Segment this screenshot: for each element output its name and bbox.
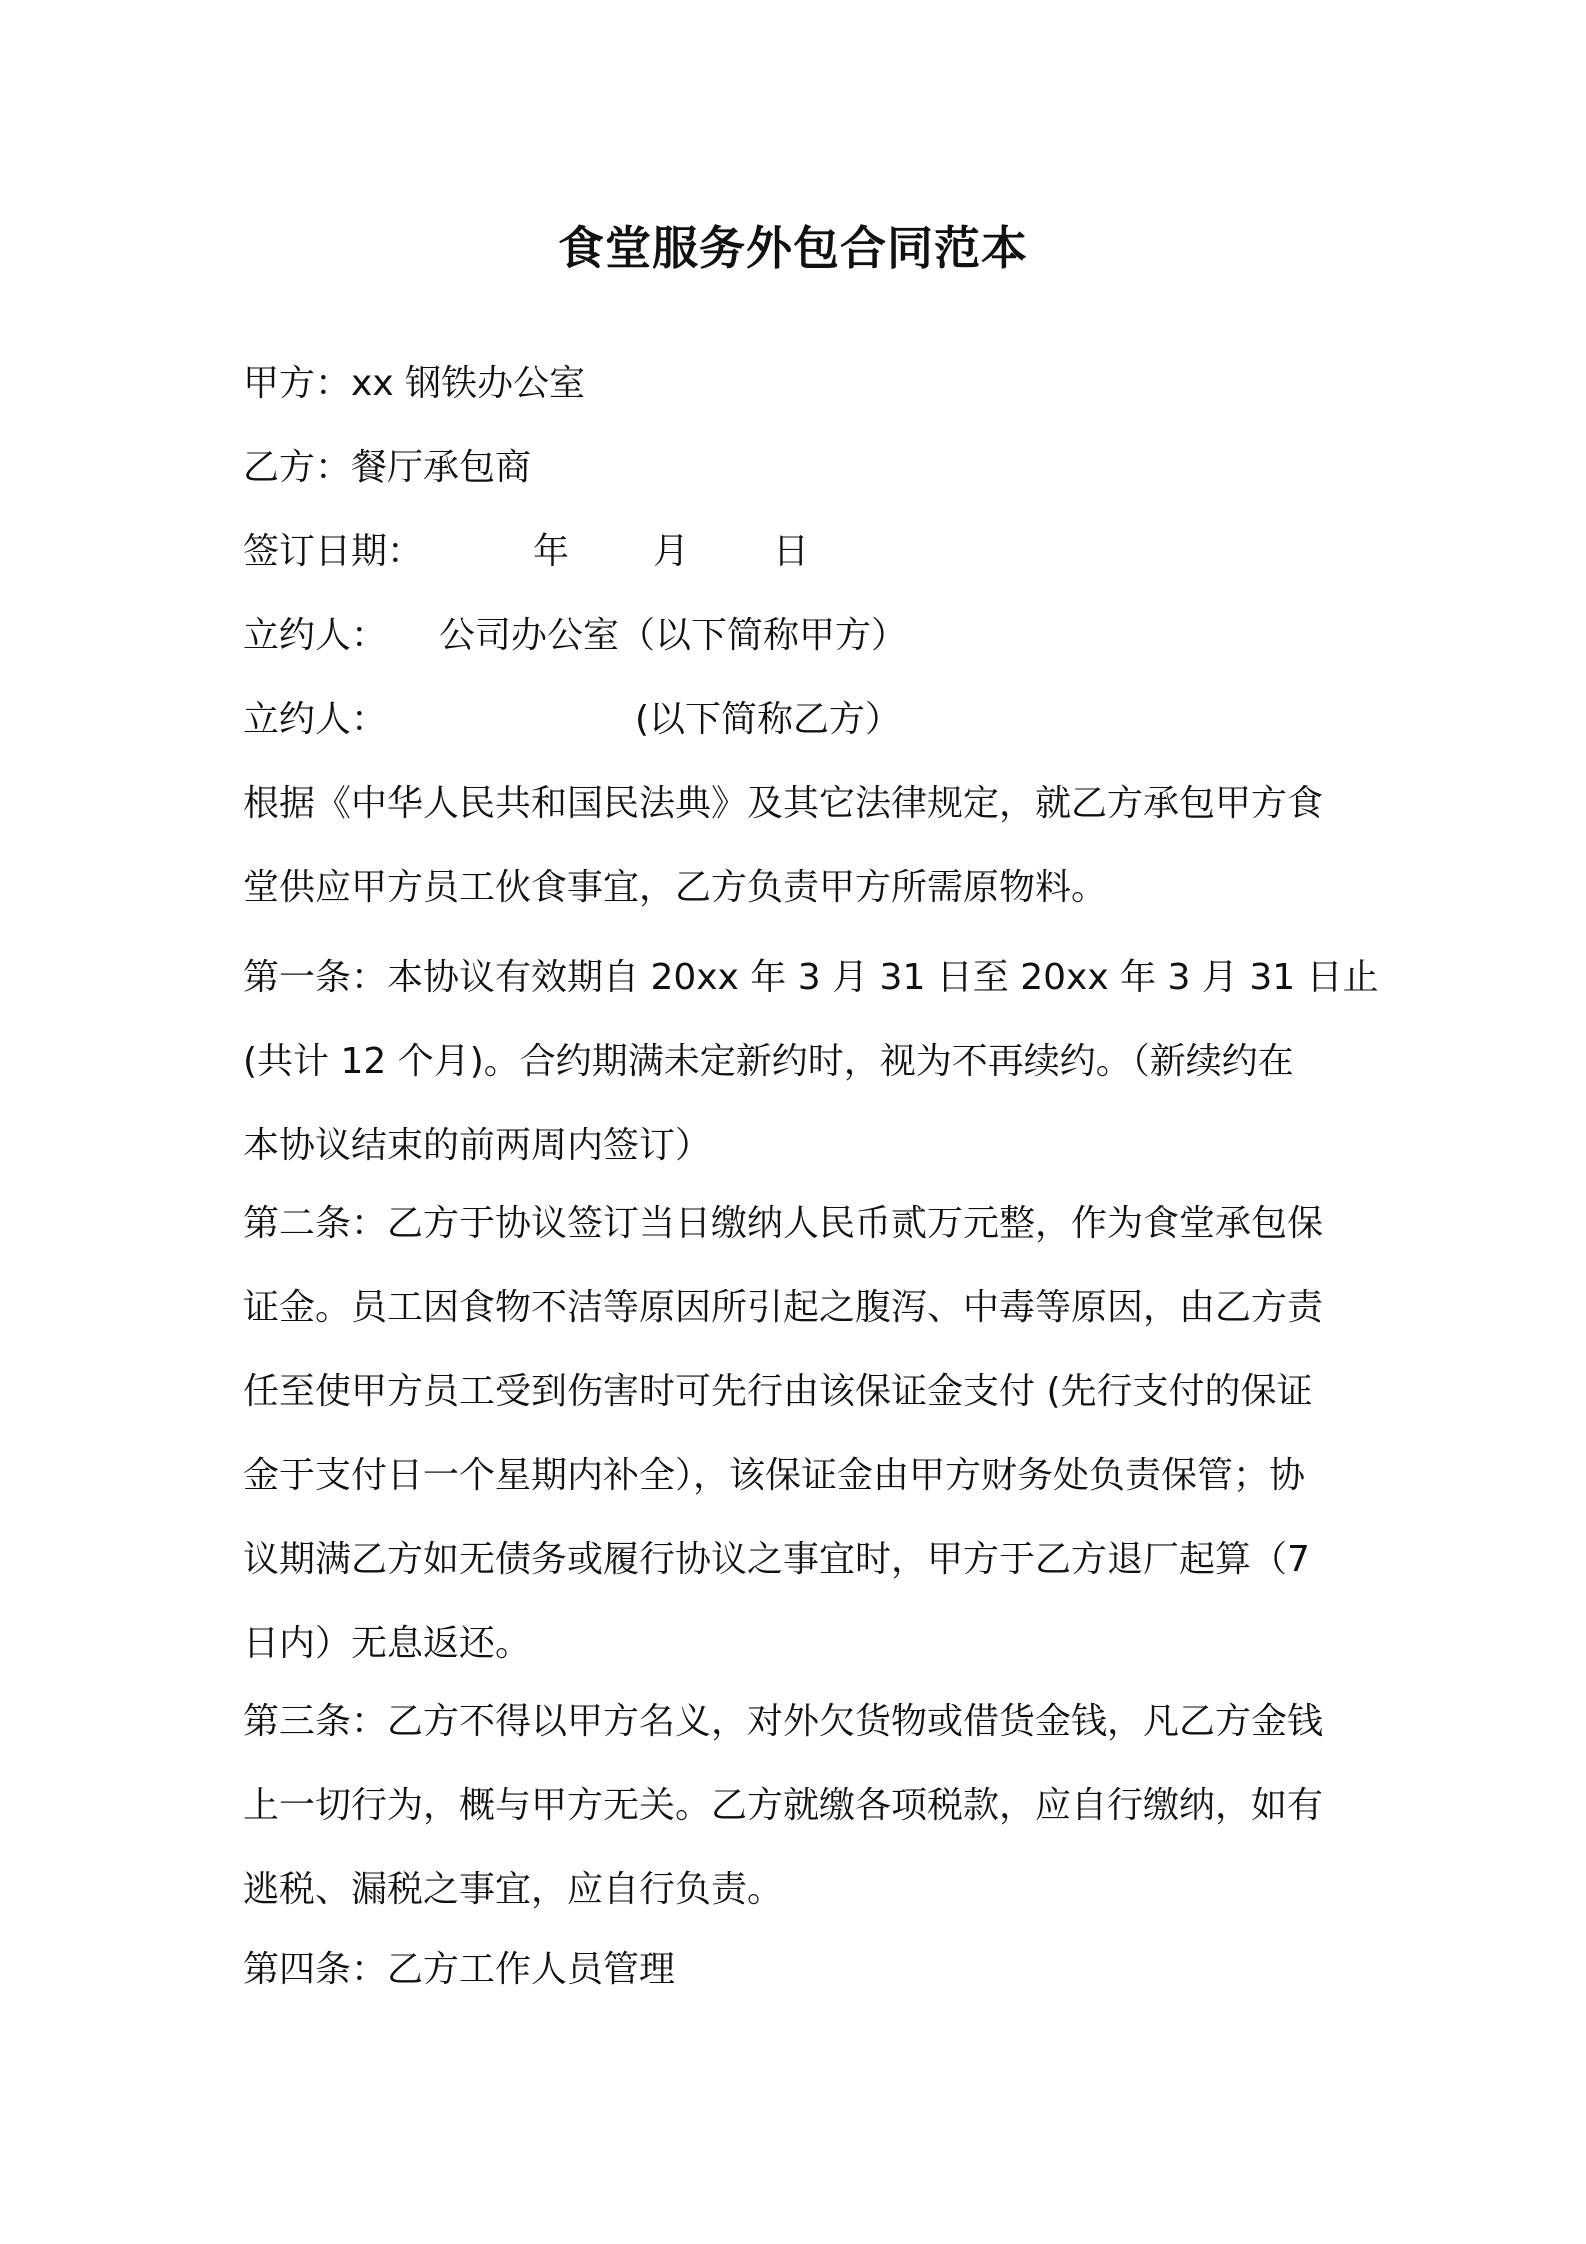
sign-date-line <box>243 531 810 572</box>
article-1-line: 本协议结束的前两周内签订） <box>243 1125 712 1166</box>
party-a-line <box>243 363 586 404</box>
article-2-line: 议期满乙方如无债务或履行协议之事宜时，甲方于乙方退厂起算（7 <box>243 1539 1310 1580</box>
article-2-line: 任至使甲方员工受到伤害时可先行由该保证金支付 (先行支付的保证 <box>243 1371 1313 1412</box>
intro-line: 堂供应甲方员工伙食事宜，乙方负责甲方所需原物料。 <box>243 867 1108 908</box>
signer-a-label: 立约人： <box>243 615 388 656</box>
article-2-line: 金于支付日一个星期内补全），该保证金由甲方财务处负责保管；协 <box>243 1455 1306 1496</box>
party-b-line <box>243 447 532 488</box>
article-2-line: 第二条：乙方于协议签订当日缴纳人民币贰万元整，作为食堂承包保 <box>243 1203 1324 1244</box>
article-1-line: 第一条：本协议有效期自 20xx 年 3 月 31 日至 20xx 年 3 月 31 日止 <box>243 957 1379 998</box>
month-label: 月 <box>653 531 690 572</box>
party-b-value: 餐厅承包商 <box>351 447 532 488</box>
article-2-line: 证金。员工因食物不洁等原因所引起之腹泻、中毒等原因，由乙方责 <box>243 1287 1324 1328</box>
sign-date-label: 签订日期： <box>243 531 424 572</box>
intro-paragraph <box>243 783 1358 954</box>
party-a-value: xx 钢铁办公室 <box>351 363 586 404</box>
article-3-line: 第三条：乙方不得以甲方名义，对外欠货物或借货金钱，凡乙方金钱 <box>243 1701 1324 1742</box>
article-3-line: 逃税、漏税之事宜，应自行负责。 <box>243 1869 784 1910</box>
article-3 <box>243 1701 1358 1956</box>
party-b-label: 乙方： <box>243 447 352 488</box>
day-label: 日 <box>773 531 810 572</box>
signer-b-line <box>243 699 902 740</box>
intro-line: 根据《中华人民共和国民法典》及其它法律规定，就乙方承包甲方食 <box>243 783 1324 824</box>
article-2 <box>243 1203 1358 1710</box>
article-3-line: 上一切行为，概与甲方无关。乙方就缴各项税款，应自行缴纳，如有 <box>243 1785 1324 1826</box>
signer-b-label: 立约人： <box>243 699 388 740</box>
year-label: 年 <box>533 531 570 572</box>
article-4-title: 第四条：乙方工作人员管理 <box>243 1949 676 1990</box>
article-2-line: 日内）无息返还。 <box>243 1623 532 1664</box>
signer-a-line <box>243 615 908 656</box>
article-1 <box>243 957 1379 1212</box>
party-a-label: 甲方： <box>243 363 352 404</box>
signer-a-value: 公司办公室（以下简称甲方） <box>439 615 908 656</box>
document-title: 食堂服务外包合同范本 <box>558 221 1028 275</box>
signer-b-value: (以下简称乙方） <box>635 699 902 740</box>
article-1-line: (共计 12 个月)。合约期满未定新约时，视为不再续约。（新续约在 <box>243 1041 1294 1082</box>
